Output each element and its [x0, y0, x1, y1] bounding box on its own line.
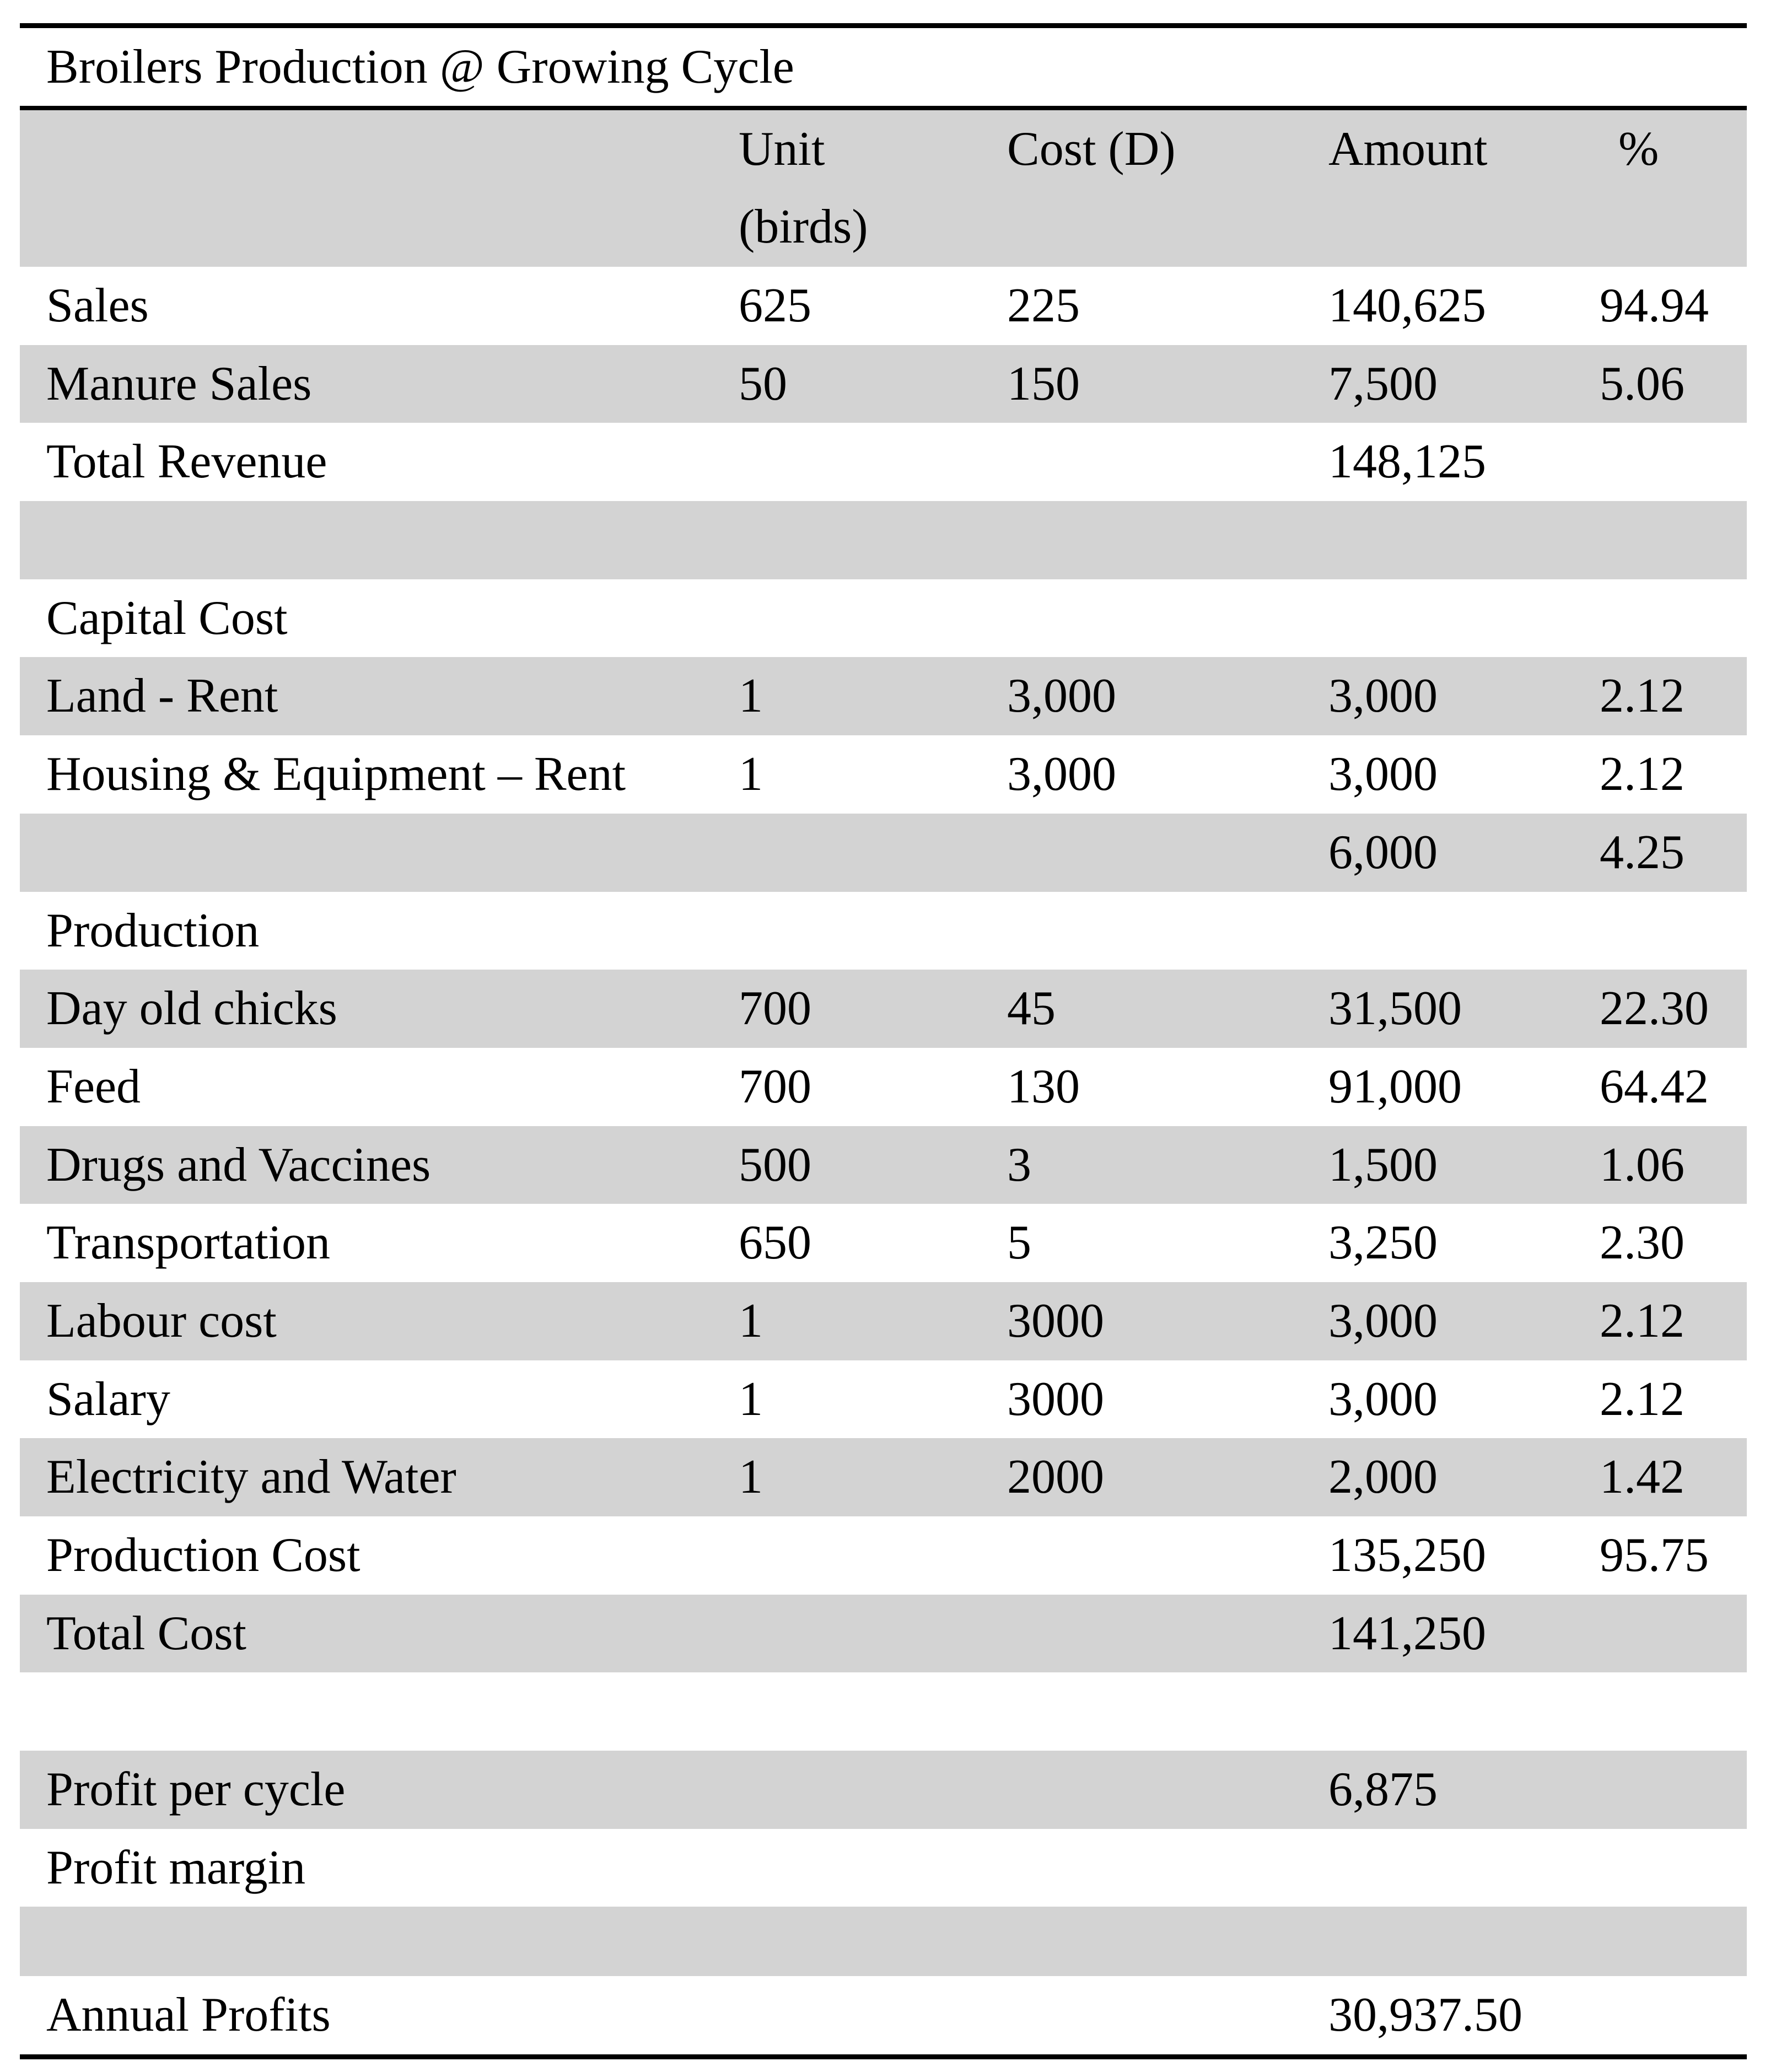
table-row: [20, 1360, 1747, 1439]
header-unit-line2: (birds): [739, 200, 868, 254]
cell-pct: 1.42: [1600, 1450, 1685, 1504]
cell-label: Annual Profits: [46, 1988, 331, 2042]
header-amount: Amount: [1328, 122, 1488, 176]
cell-label: Profit margin: [46, 1840, 306, 1895]
cell-amount: 141,250: [1328, 1606, 1486, 1660]
cell-unit: 1: [739, 747, 763, 801]
cell-pct: 22.30: [1600, 982, 1709, 1036]
cell-label: Housing & Equipment – Rent: [46, 747, 626, 801]
cell-pct: 2.12: [1600, 1294, 1685, 1348]
cell-unit: 700: [739, 982, 811, 1036]
cell-amount: 30,937.50: [1328, 1988, 1522, 2042]
cell-label: Salary: [46, 1372, 170, 1426]
table-row: [20, 1282, 1747, 1360]
table-row: [20, 1829, 1747, 1907]
table-row: [20, 1672, 1747, 1751]
cell-pct: 2.30: [1600, 1216, 1685, 1270]
cell-label: Sales: [46, 279, 149, 332]
cell-cost: 3000: [1007, 1294, 1104, 1348]
cell-pct: 2.12: [1600, 747, 1685, 801]
cell-cost: 3000: [1007, 1372, 1104, 1426]
cell-cost: 150: [1007, 357, 1080, 411]
header-unit: [739, 110, 868, 266]
cell-pct: 94.94: [1600, 279, 1709, 332]
cell-amount: 91,000: [1328, 1059, 1462, 1113]
cell-unit: 50: [739, 357, 787, 411]
header-rule: [20, 106, 1747, 110]
table-row: [20, 579, 1747, 658]
table-row: [20, 970, 1747, 1048]
cell-label: Manure Sales: [46, 357, 312, 411]
table-row: [20, 814, 1747, 892]
cell-label: Profit per cycle: [46, 1763, 346, 1817]
cell-cost: 3,000: [1007, 747, 1116, 801]
cell-pct: 2.12: [1600, 669, 1685, 723]
table-row: [20, 657, 1747, 735]
table-row: [20, 1907, 1747, 1976]
cell-pct: 4.25: [1600, 825, 1685, 879]
cell-cost: 130: [1007, 1059, 1080, 1113]
cell-unit: 1: [739, 1372, 763, 1426]
table-row: [20, 1048, 1747, 1126]
table-title: Broilers Production @ Growing Cycle: [46, 40, 794, 94]
cell-label: Total Revenue: [46, 435, 327, 489]
table-row: [20, 267, 1747, 345]
cell-label: Production: [46, 903, 260, 957]
cell-label: Transportation: [46, 1216, 330, 1270]
cell-label: Land - Rent: [46, 669, 278, 723]
cell-pct: 64.42: [1600, 1059, 1709, 1113]
cell-unit: 700: [739, 1059, 811, 1113]
broilers-production-table: [20, 23, 1747, 2059]
cell-amount: 3,250: [1328, 1216, 1438, 1270]
table-title-row: [20, 28, 1747, 106]
cell-label: Day old chicks: [46, 982, 337, 1036]
cell-label: Production Cost: [46, 1529, 360, 1582]
cell-label: Drugs and Vaccines: [46, 1138, 431, 1192]
cell-amount: 31,500: [1328, 982, 1462, 1036]
header-percent: %: [1618, 122, 1659, 176]
cell-unit: 1: [739, 669, 763, 723]
table-row: [20, 345, 1747, 423]
bottom-rule: [20, 2054, 1747, 2059]
cell-label: Electricity and Water: [46, 1450, 456, 1504]
cell-amount: 6,000: [1328, 825, 1438, 879]
cell-unit: 1: [739, 1294, 763, 1348]
cell-unit: 1: [739, 1450, 763, 1504]
cell-unit: 650: [739, 1216, 811, 1270]
cell-amount: 7,500: [1328, 357, 1438, 411]
cell-pct: 1.06: [1600, 1138, 1685, 1192]
cell-unit: 500: [739, 1138, 811, 1192]
cell-amount: 3,000: [1328, 1294, 1438, 1348]
cell-unit: 625: [739, 279, 811, 332]
cell-amount: 135,250: [1328, 1529, 1486, 1582]
table-row: [20, 892, 1747, 970]
table-row: [20, 1126, 1747, 1204]
cell-amount: 148,125: [1328, 435, 1486, 489]
table-body: [20, 267, 1747, 2054]
table-row: [20, 1976, 1747, 2054]
cell-amount: 3,000: [1328, 1372, 1438, 1426]
cell-amount: 3,000: [1328, 669, 1438, 723]
cell-amount: 3,000: [1328, 747, 1438, 801]
cell-cost: 225: [1007, 279, 1080, 332]
table-row: [20, 423, 1747, 501]
table-row: [20, 501, 1747, 579]
header-cost: Cost (D): [1007, 122, 1176, 176]
cell-pct: 95.75: [1600, 1529, 1709, 1582]
top-rule: [20, 23, 1747, 28]
table-row: [20, 1751, 1747, 1829]
cell-cost: 3: [1007, 1138, 1031, 1192]
table-row: [20, 1516, 1747, 1595]
cell-cost: 5: [1007, 1216, 1031, 1270]
cell-pct: 2.12: [1600, 1372, 1685, 1426]
cell-label: Total Cost: [46, 1606, 246, 1660]
table-header-row: [20, 110, 1747, 267]
cell-amount: 6,875: [1328, 1763, 1438, 1817]
cell-label: Labour cost: [46, 1294, 277, 1348]
table-row: [20, 1438, 1747, 1516]
cell-cost: 45: [1007, 982, 1056, 1036]
header-unit-line1: Unit: [739, 122, 825, 176]
table-row: [20, 1595, 1747, 1673]
cell-amount: 140,625: [1328, 279, 1486, 332]
cell-cost: 3,000: [1007, 669, 1116, 723]
cell-amount: 2,000: [1328, 1450, 1438, 1504]
table-row: [20, 735, 1747, 814]
cell-label: Capital Cost: [46, 591, 288, 645]
table-row: [20, 1204, 1747, 1282]
cell-pct: 5.06: [1600, 357, 1685, 411]
cell-cost: 2000: [1007, 1450, 1104, 1504]
cell-amount: 1,500: [1328, 1138, 1438, 1192]
cell-label: Feed: [46, 1059, 141, 1113]
